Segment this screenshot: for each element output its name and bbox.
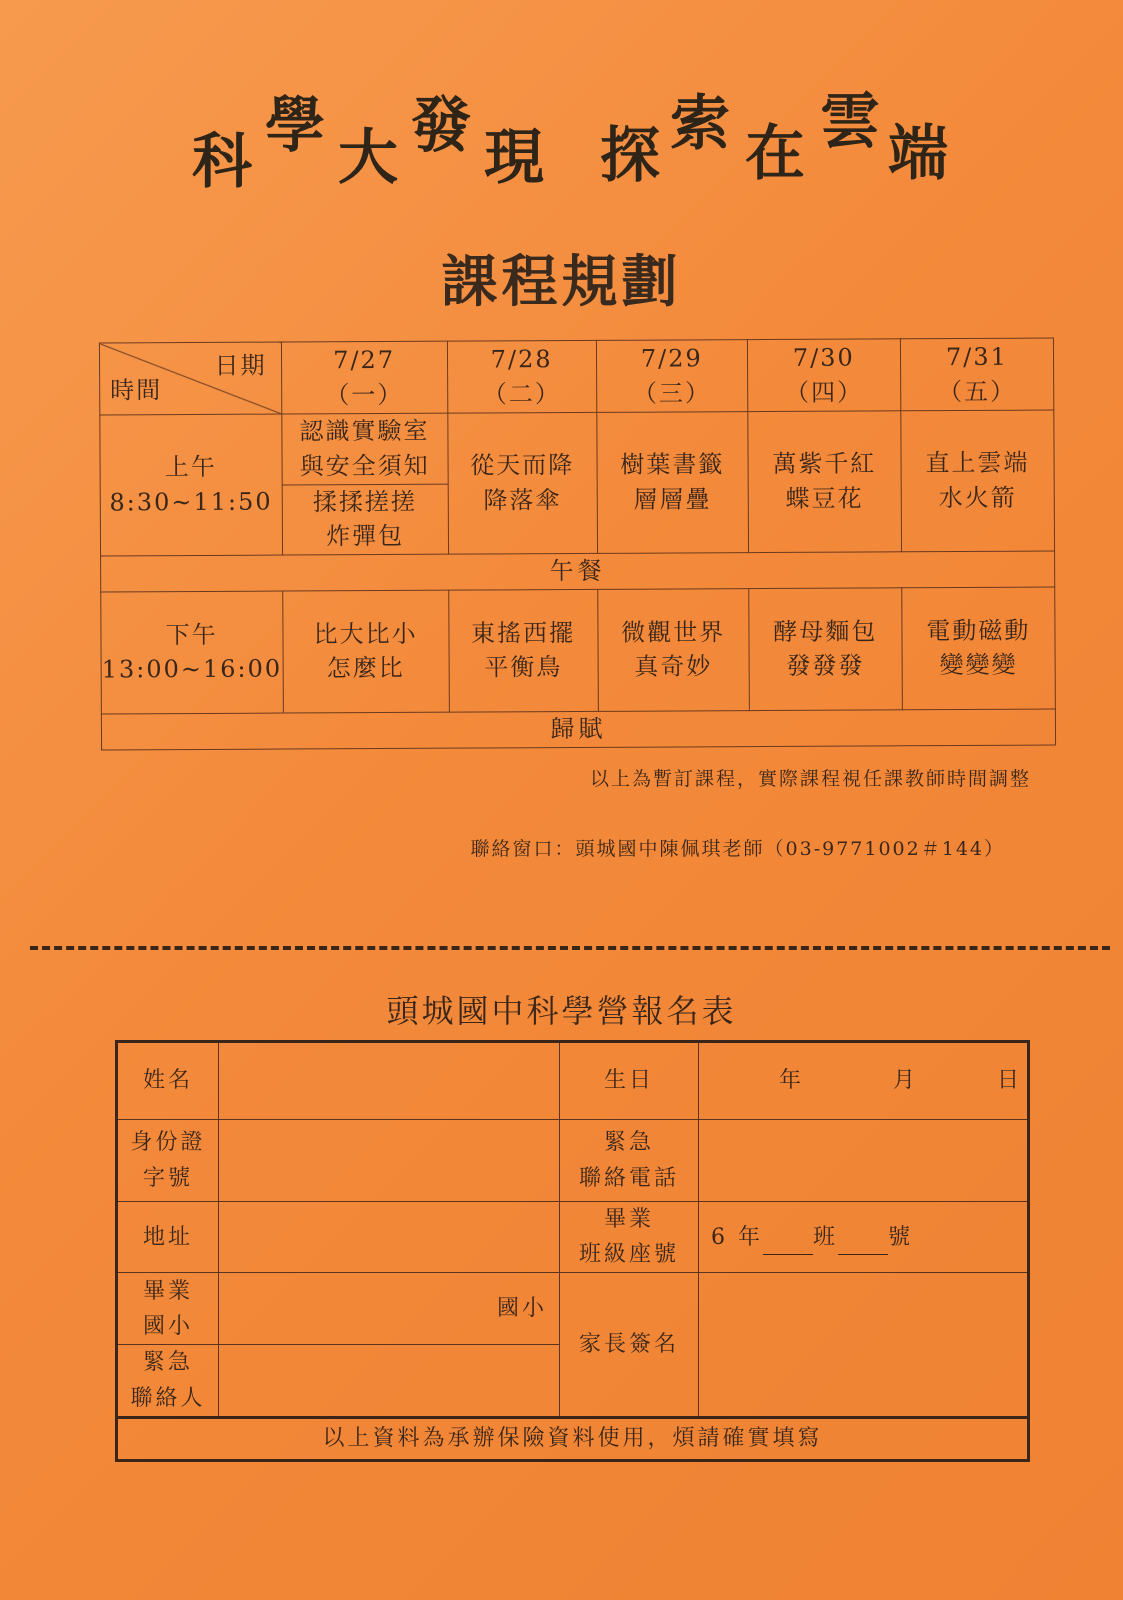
id-field[interactable] xyxy=(219,1120,560,1202)
day-weekday: （三） xyxy=(632,378,712,408)
day-date: 7/29 xyxy=(640,344,703,373)
day-header xyxy=(596,340,747,413)
day-date: 7/31 xyxy=(945,342,1008,371)
day-header xyxy=(281,341,447,414)
afternoon-time: 13:00~16:00 xyxy=(101,655,283,684)
parent-sign-label: 家長簽名 xyxy=(560,1273,699,1417)
year-label: 年 xyxy=(778,1068,804,1094)
cut-line xyxy=(30,946,1110,950)
corner-date-label: 日期 xyxy=(214,351,267,380)
dismiss-row: 歸賦 xyxy=(101,709,1055,750)
title-char: 索 xyxy=(670,89,730,159)
course-cell: 東搖西擺 平衡鳥 xyxy=(448,589,598,712)
corner-cell xyxy=(99,342,281,415)
month-label: 月 xyxy=(892,1068,918,1094)
number-word: 號 xyxy=(888,1224,914,1250)
day-header xyxy=(447,340,596,413)
contact-info: 聯絡窗口：頭城國中陳佩琪老師（03-9771002＃144） xyxy=(470,838,1005,860)
emergency-phone-field[interactable] xyxy=(699,1120,1029,1202)
registration-form xyxy=(115,1040,1030,1462)
schedule-table xyxy=(99,338,1056,751)
emergency-contact-label: 緊急 聯絡人 xyxy=(117,1345,219,1417)
course-cell: 比大比小 怎麼比 xyxy=(282,590,449,713)
title-char: 發 xyxy=(411,91,471,161)
birthday-label: 生日 xyxy=(560,1042,699,1120)
grade-prefix: 6 年 xyxy=(711,1224,763,1250)
grad-class-field[interactable] xyxy=(699,1202,1029,1273)
day-date: 7/28 xyxy=(490,344,553,374)
course-cell: 從天而降 降落傘 xyxy=(447,412,597,554)
name-label: 姓名 xyxy=(117,1042,219,1120)
form-title: 頭城國中科學營報名表 xyxy=(386,992,737,1030)
course-cell: 認識實驗室 與安全須知 xyxy=(281,413,447,484)
afternoon-time-cell xyxy=(101,591,283,714)
address-field[interactable] xyxy=(219,1202,560,1273)
number-blank[interactable] xyxy=(838,1234,888,1255)
day-date: 7/30 xyxy=(792,343,855,372)
school-suffix: 國小 xyxy=(496,1296,547,1322)
title-char: 大 xyxy=(338,123,398,193)
course-cell: 樹葉書籤 層層疊 xyxy=(597,412,749,554)
parent-sign-field[interactable] xyxy=(699,1273,1029,1417)
course-cell: 萬紫千紅 蝶豆花 xyxy=(748,411,902,553)
morning-time-cell xyxy=(100,414,282,556)
day-weekday: （二） xyxy=(482,379,561,408)
grad-class-label: 畢業 班級座號 xyxy=(560,1202,699,1273)
lunch-row: 午餐 xyxy=(101,551,1055,592)
day-weekday: （一） xyxy=(325,380,404,409)
day-header xyxy=(900,338,1054,411)
day-weekday: （五） xyxy=(938,377,1017,406)
birthday-field[interactable] xyxy=(699,1042,1029,1120)
class-blank[interactable] xyxy=(763,1234,813,1255)
class-word: 班 xyxy=(813,1224,839,1250)
title-char: 雲 xyxy=(820,87,880,157)
form-footer: 以上資料為承辦保險資料使用，煩請確實填寫 xyxy=(117,1417,1029,1460)
emergency-phone-label: 緊急 聯絡電話 xyxy=(560,1120,699,1202)
course-cell: 微觀世界 真奇妙 xyxy=(597,589,749,712)
title-char: 現 xyxy=(484,123,544,193)
title-char: 科 xyxy=(192,127,252,197)
course-cell: 酵母麵包 發發發 xyxy=(749,588,903,711)
day-date: 7/27 xyxy=(333,345,396,374)
section-subtitle: 課程規劃 xyxy=(441,250,682,315)
morning-label: 上午 xyxy=(164,453,217,482)
day-weekday: （四） xyxy=(784,378,864,407)
title-char: 在 xyxy=(745,119,805,189)
grad-school-field[interactable] xyxy=(219,1273,560,1345)
grad-school-label: 畢業 國小 xyxy=(117,1273,219,1345)
day-header xyxy=(747,339,900,412)
id-label: 身份證 字號 xyxy=(117,1120,219,1202)
day-label: 日 xyxy=(996,1068,1022,1094)
emergency-contact-field[interactable] xyxy=(219,1345,560,1417)
afternoon-label: 下午 xyxy=(165,620,218,649)
course-cell: 直上雲端 水火箭 xyxy=(901,410,1055,552)
name-field[interactable] xyxy=(219,1042,560,1120)
schedule-note: 以上為暫訂課程，實際課程視任課教師時間調整 xyxy=(589,768,1031,790)
address-label: 地址 xyxy=(117,1202,219,1273)
morning-time: 8:30~11:50 xyxy=(109,487,273,517)
corner-time-label: 時間 xyxy=(110,376,163,405)
course-cell: 揉揉搓搓 炸彈包 xyxy=(282,484,448,555)
title-char: 探 xyxy=(600,121,660,191)
title-char: 學 xyxy=(265,91,325,161)
title-char: 端 xyxy=(888,119,948,189)
course-cell: 電動磁動 變變變 xyxy=(902,587,1056,710)
